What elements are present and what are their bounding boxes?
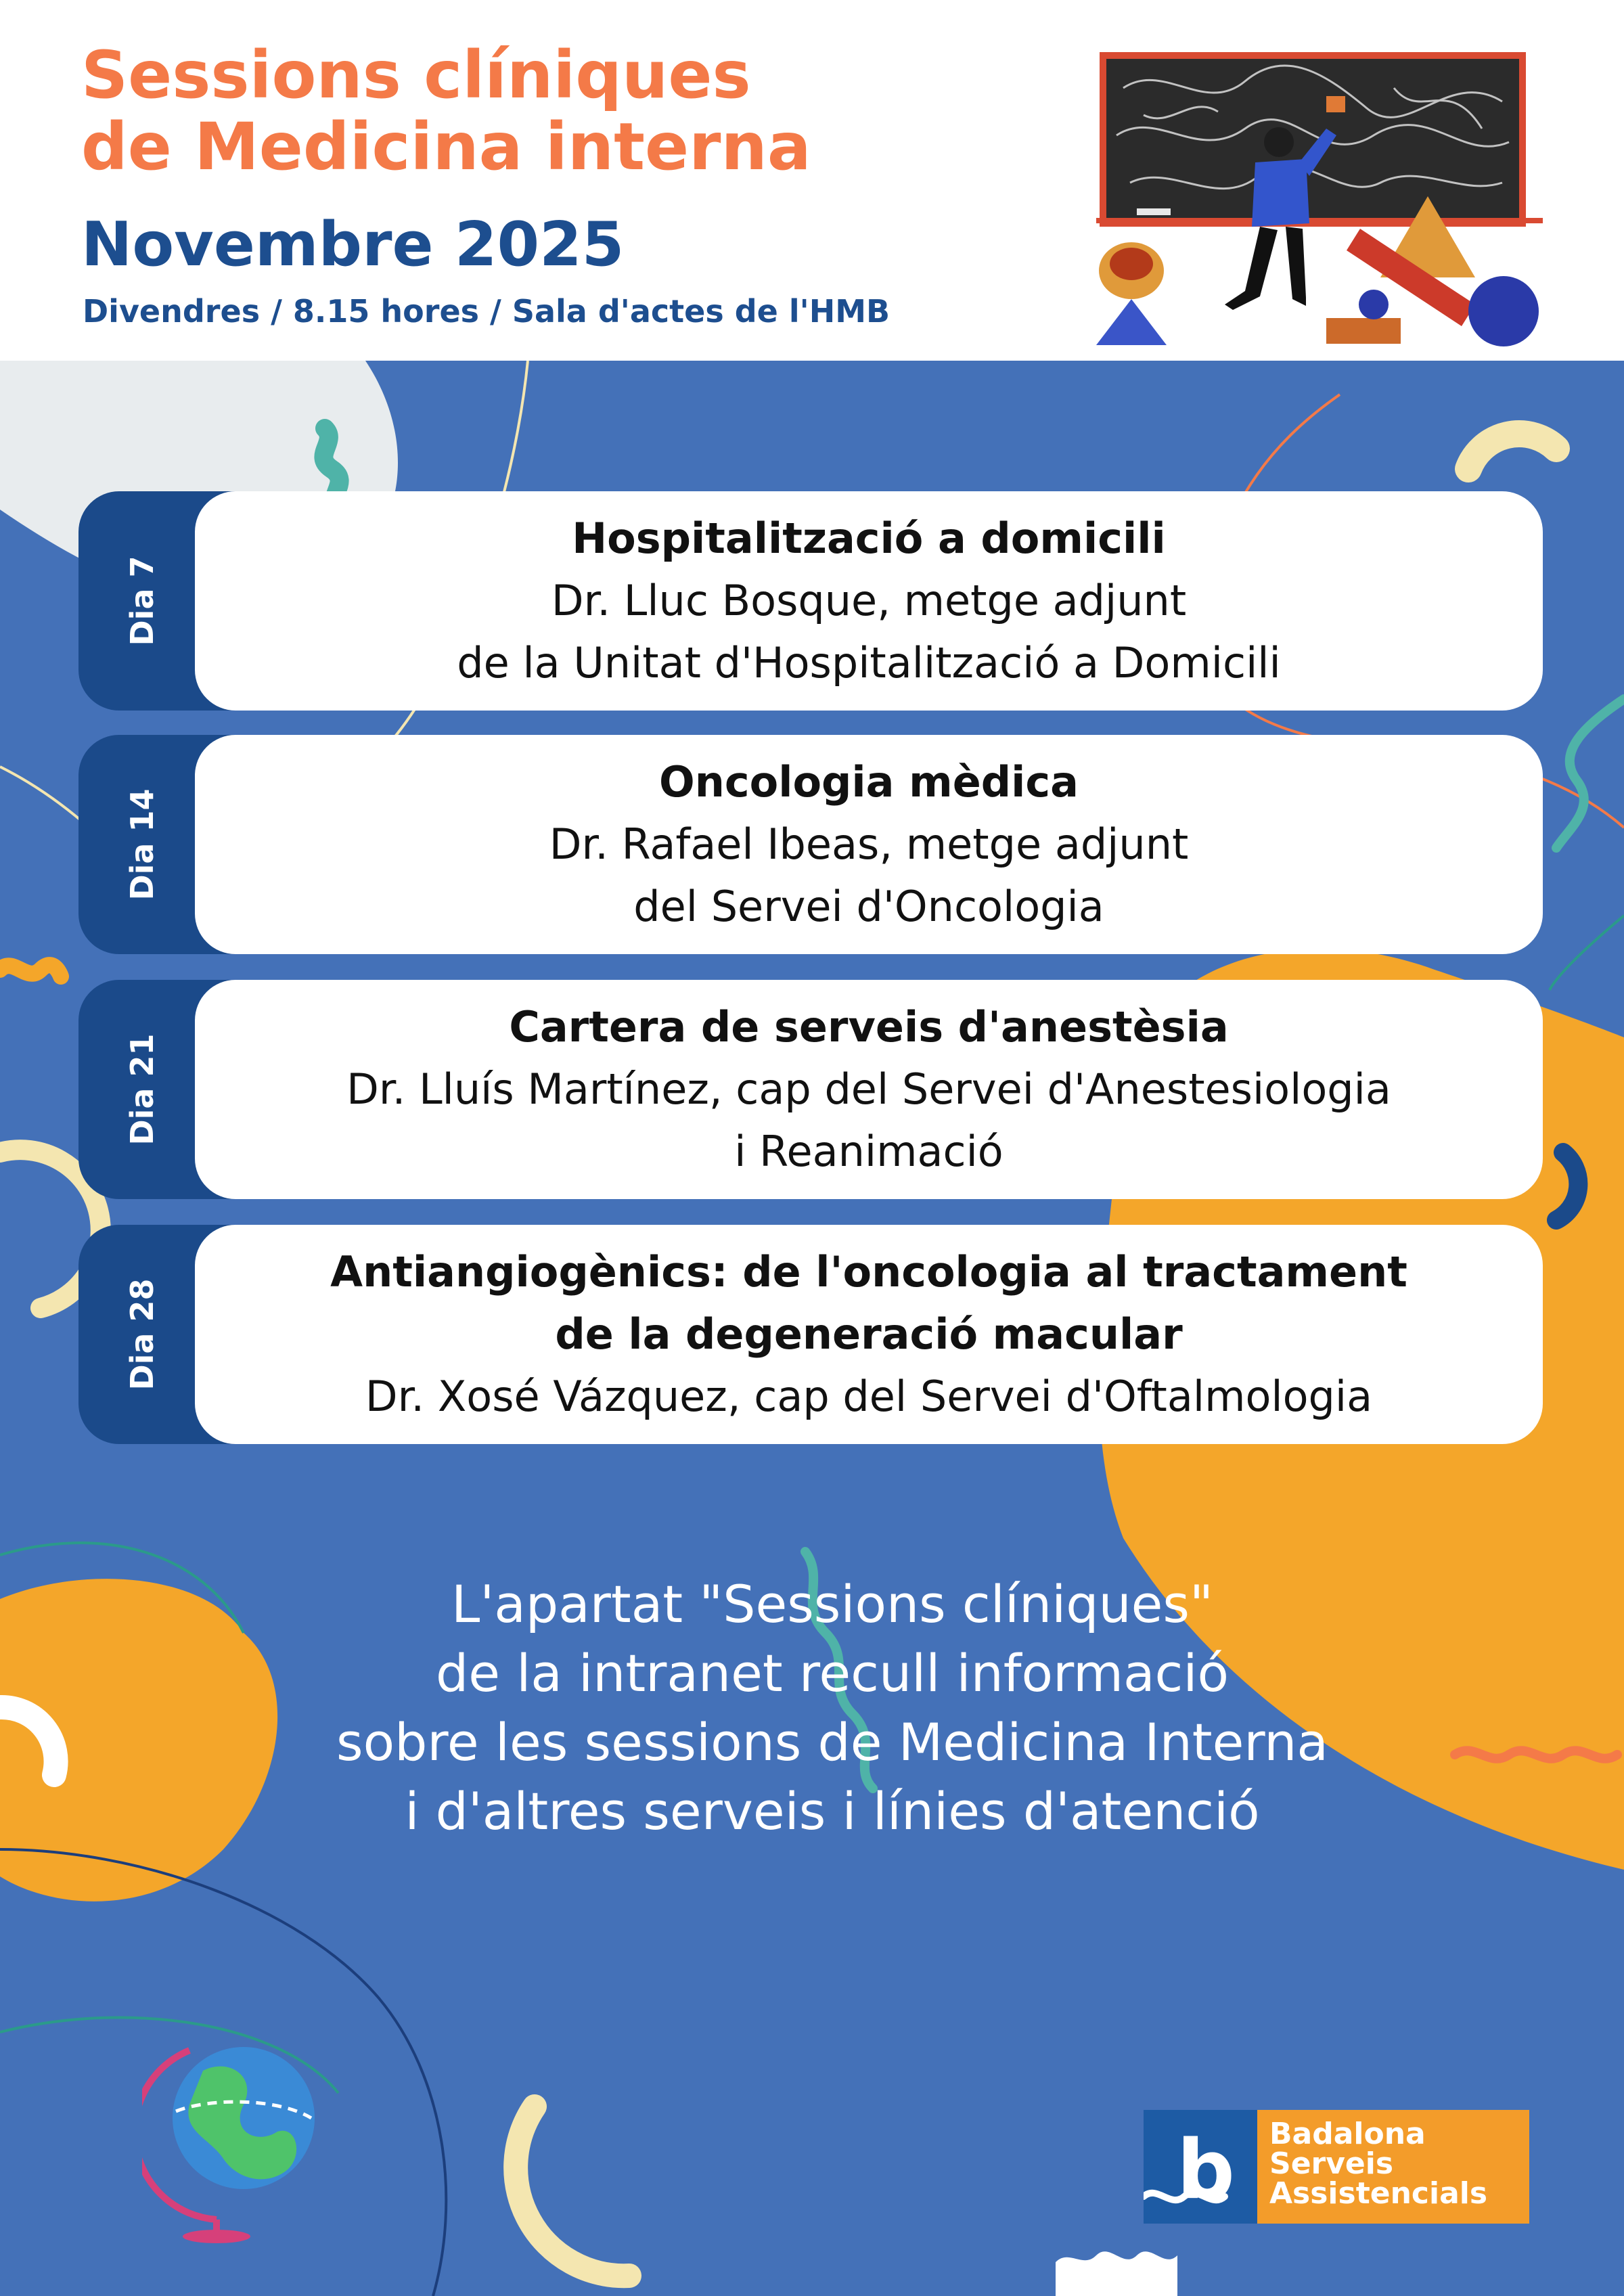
day-label: Dia 21 (124, 1033, 160, 1146)
session-title: Cartera de serveis d'anestèsia (509, 1002, 1229, 1052)
day-label: Dia 14 (124, 788, 160, 901)
session-card (195, 491, 1543, 711)
day-label: Dia 28 (124, 1278, 160, 1391)
title-line-2: de Medicina interna (81, 109, 811, 185)
bsa-logo (1144, 2110, 1529, 2224)
session-item (78, 735, 1543, 954)
intranet-note: L'apartat "Sessions clíniques" de la intranet recull informació sobre les sessions de Medicina Interna i d'altres serveis i línies d'atenció (336, 1574, 1328, 1841)
month-heading: Novembre 2025 (81, 209, 625, 280)
session-item (78, 980, 1543, 1199)
session-title: Antiangiogènics: de l'oncologia al tractament de la degeneració macular (330, 1247, 1407, 1359)
logo-line-3: Assistencials (1269, 2176, 1488, 2211)
logo-text (1257, 2110, 1529, 2224)
teacher-chalkboard-illustration (1083, 47, 1556, 352)
session-title: Hospitalització a domicili (572, 514, 1166, 563)
session-title: Oncologia mèdica (659, 757, 1079, 807)
poster-title (81, 39, 811, 183)
session-speaker: Dr. Xosé Vázquez, cap del Servei d'Oftalmologia (365, 1372, 1373, 1421)
session-item (78, 1225, 1543, 1444)
session-speaker: Dr. Lluís Martínez, cap del Servei d'Anestesiologia i Reanimació (346, 1064, 1391, 1176)
session-speaker: Dr. Rafael Ibeas, metge adjunt del Servei d'Oncologia (549, 819, 1189, 931)
title-line-1: Sessions clíniques (81, 37, 751, 113)
logo-wave-icon (1144, 2110, 1257, 2224)
globe-icon (142, 2030, 332, 2247)
logo-line-2: Serveis (1269, 2146, 1394, 2181)
logo-mark-letter: b (1177, 2123, 1235, 2218)
session-item (78, 491, 1543, 711)
logo-line-1: Badalona (1269, 2117, 1426, 2151)
poster-header (0, 0, 1624, 361)
session-card (195, 1225, 1543, 1444)
session-speaker: Dr. Lluc Bosque, metge adjunt de la Unitat d'Hospitalització a Domicili (457, 576, 1281, 688)
day-label: Dia 7 (124, 556, 160, 646)
sessions-background (0, 361, 1624, 2296)
schedule-info: Divendres / 8.15 hores / Sala d'actes de l'HMB (83, 293, 890, 330)
logo-mark (1144, 2110, 1257, 2224)
session-card (195, 735, 1543, 954)
session-card (195, 980, 1543, 1199)
